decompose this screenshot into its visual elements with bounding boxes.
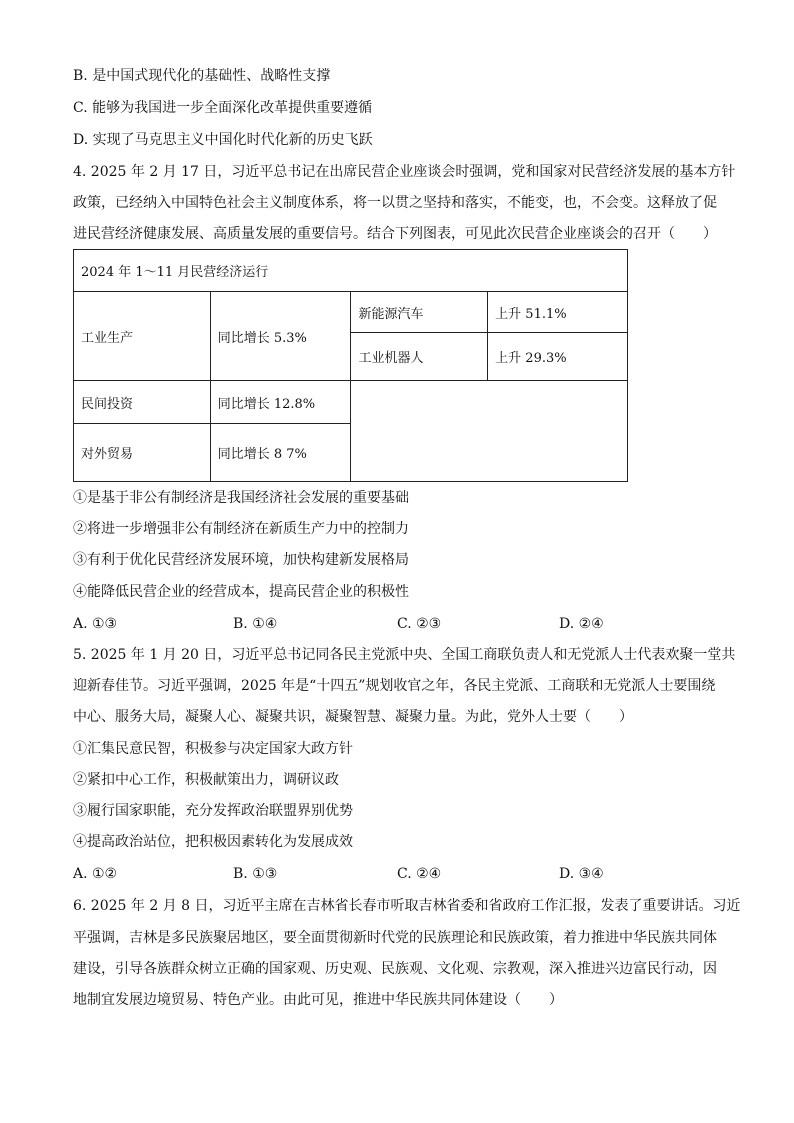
nev-label: 新能源汽车 [351,292,488,333]
q4-item-2: ②将进一步增强非公有制经济在新质生产力中的控制力 [73,521,409,537]
q4-data-table [73,249,628,482]
empty-cell [351,381,628,482]
prev-option-b: B. 是中国式现代化的基础性、战略性支撑 [73,68,331,84]
q5-option-d[interactable]: D. ③④ [559,866,604,882]
table-title: 2024 年 1～11 月民营经济运行 [74,250,628,292]
q6-stem-line-3: 建设，引导各族群众树立正确的国家观、历史观、民族观、文化观、宗教观，深入推进兴边富民行动，因 [73,961,717,977]
q4-option-d[interactable]: D. ②④ [559,616,604,632]
q5-item-1: ①汇集民意民智，积极参与决定国家大政方针 [73,741,353,757]
q4-item-1: ①是基于非公有制经济是我国经济社会发展的重要基础 [73,490,409,506]
robot-value: 上升 29.3% [488,333,628,381]
industry-label: 工业生产 [74,292,211,381]
q5-stem-line-3: 中心、服务大局，凝聚人心、凝聚共识，凝聚智慧、凝聚力量。为此，党外人士要（ ） [73,709,633,725]
q4-option-b[interactable]: B. ①④ [233,616,278,632]
q4-option-c[interactable]: C. ②③ [397,616,442,632]
prev-option-d: D. 实现了马克思主义中国化时代化新的历史飞跃 [73,132,373,148]
q5-stem-line-1: 5. 2025 年 1 月 20 日，习近平总书记同各民主党派中央、全国工商联负责人和无党派人士代表欢聚一堂共 [73,647,736,663]
trade-label: 对外贸易 [74,424,211,482]
q5-option-b[interactable]: B. ①③ [233,866,278,882]
q4-stem-line-1: 4. 2025 年 2 月 17 日，习近平总书记在出席民营企业座谈会时强调，党和国家对民营经济发展的基本方针 [73,164,736,180]
q5-stem-line-2: 迎新春佳节。习近平强调，2025 年是“十四五”规划收官之年，各民主党派、工商联和无党派人士要围绕 [73,678,716,694]
q4-stem-line-3: 进民营经济健康发展、高质量发展的重要信号。结合下列图表，可见此次民营企业座谈会的召开（ ） [73,226,717,242]
q4-item-3: ③有利于优化民营经济发展环境，加快构建新发展格局 [73,552,409,568]
investment-label: 民间投资 [74,381,211,424]
q5-option-a[interactable]: A. ①② [73,866,118,882]
trade-value: 同比增长 8 7% [210,424,351,482]
robot-label: 工业机器人 [351,333,488,381]
q5-item-4: ④提高政治站位，把积极因素转化为发展成效 [73,834,353,850]
q6-stem-line-2: 平强调，吉林是多民族聚居地区，要全面贯彻新时代党的民族理论和民族政策，着力推进中华民族共同体 [73,930,717,946]
q4-item-4: ④能降低民营企业的经营成本，提高民营企业的积极性 [73,584,409,600]
q5-item-3: ③履行国家职能，充分发挥政治联盟界别优势 [73,803,353,819]
prev-option-c: C. 能够为我国进一步全面深化改革提供重要遵循 [73,100,373,116]
q4-stem-line-2: 政策，已经纳入中国特色社会主义制度体系，将一以贯之坚持和落实，不能变，也，不会变。这释放了促 [73,195,717,211]
q6-stem-line-4: 地制宜发展边境贸易、特色产业。由此可见，推进中华民族共同体建设（ ） [73,992,563,1008]
investment-value: 同比增长 12.8% [210,381,351,424]
q5-option-c[interactable]: C. ②④ [397,866,442,882]
q4-option-a[interactable]: A. ①③ [73,616,118,632]
industry-value: 同比增长 5.3% [210,292,351,381]
nev-value: 上升 51.1% [488,292,628,333]
q5-item-2: ②紧扣中心工作，积极献策出力，调研议政 [73,772,339,788]
q6-stem-line-1: 6. 2025 年 2 月 8 日，习近平主席在吉林省长春市听取吉林省委和省政府工作汇报，发表了重要讲话。习近 [73,898,741,914]
